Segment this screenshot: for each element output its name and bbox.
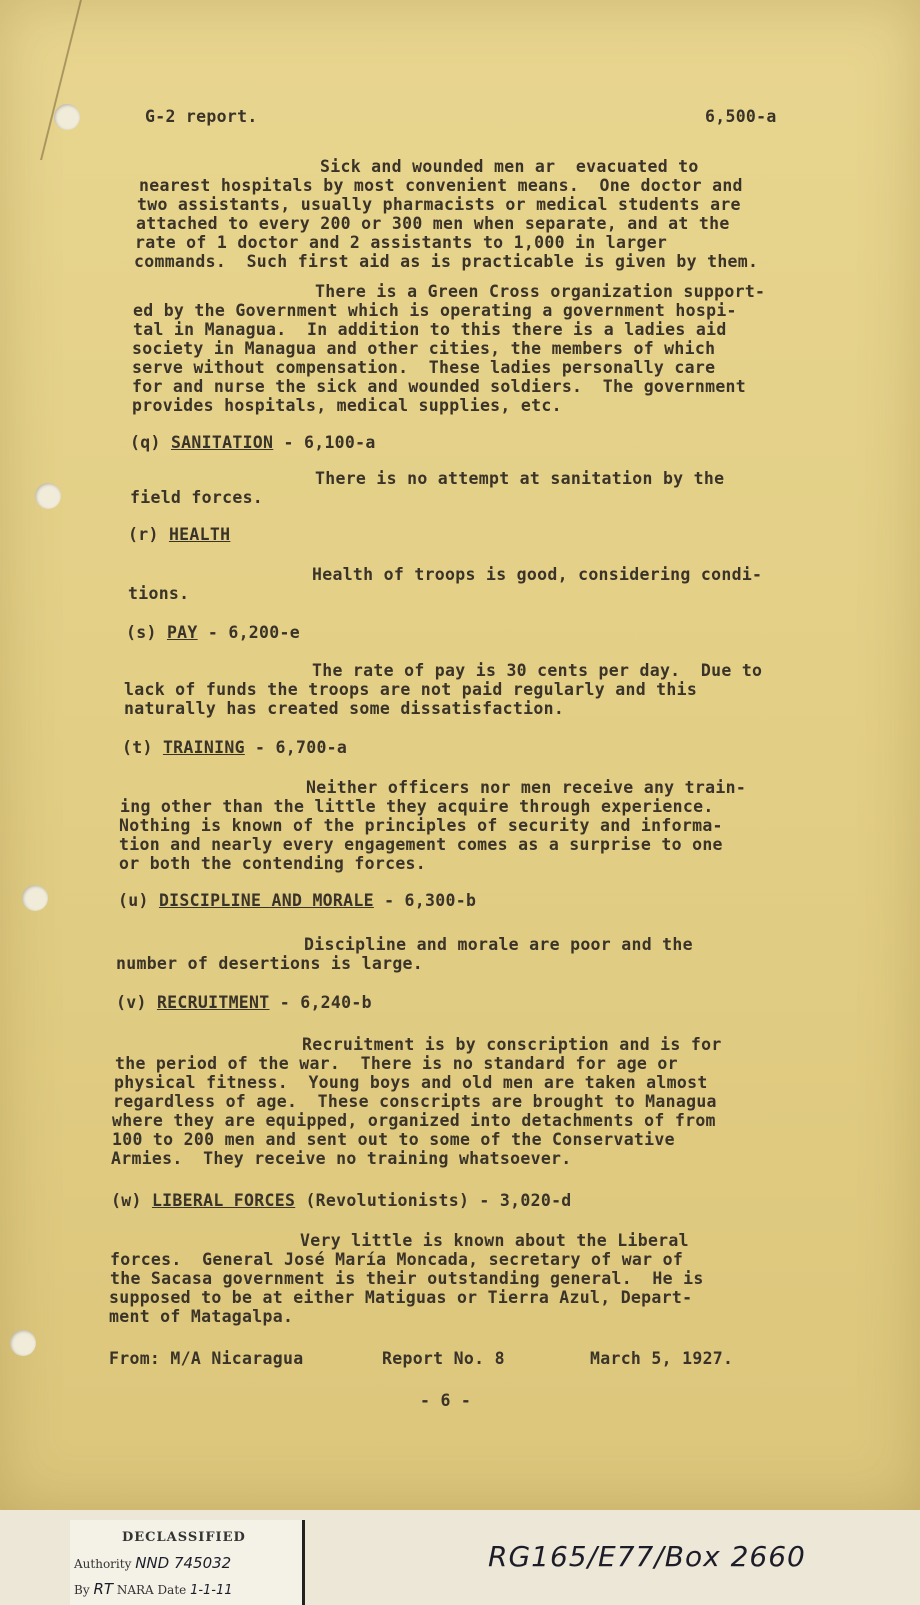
text-line: Discipline and morale are poor and the — [304, 935, 693, 954]
text-line: Health of troops is good, considering condi- — [312, 565, 763, 584]
text-line: There is a Green Cross organization support- — [315, 282, 766, 301]
text-line: Nothing is known of the principles of security and informa- — [119, 816, 723, 835]
text-line: where they are equipped, organized into detachments of from — [112, 1111, 716, 1130]
section-title: HEALTH — [168, 525, 231, 544]
section-code: - 6,300-b — [373, 891, 477, 910]
text-line: forces. General José María Moncada, secretary of war of — [110, 1250, 684, 1269]
stamp-authority-label: Authority — [74, 1557, 132, 1571]
section-title: RECRUITMENT — [156, 993, 270, 1012]
text-line: provides hospitals, medical supplies, etc. — [132, 396, 562, 415]
section-code: - 6,240-b — [269, 993, 372, 1012]
text-line: rate of 1 doctor and 2 assistants to 1,000 in larger — [135, 233, 668, 252]
section-code: - 6,200-e — [197, 623, 300, 642]
section-title: TRAINING — [162, 738, 245, 757]
punch-hole — [54, 104, 80, 130]
stamp-by-value: RT — [93, 1580, 114, 1598]
section-letter: (r) — [128, 525, 169, 544]
text-line: Sick and wounded men ar evacuated to — [320, 157, 699, 176]
section-heading-health — [128, 526, 230, 545]
archive-note: RG165/E77/Box 2660 — [488, 1540, 806, 1573]
text-line: Neither officers nor men receive any train- — [306, 778, 747, 797]
text-line: The rate of pay is 30 cents per day. Due to — [312, 661, 763, 680]
section-heading-liberal-forces — [111, 1192, 572, 1211]
text-line: ed by the Government which is operating a government hospi- — [133, 301, 737, 320]
section-letter: (s) — [126, 623, 167, 642]
section-title: LIBERAL FORCES — [151, 1191, 296, 1210]
section-title: SANITATION — [170, 433, 274, 452]
text-line: ing other than the little they acquire through experience. — [120, 797, 714, 816]
section-letter: (t) — [122, 738, 163, 757]
stamp-by — [74, 1580, 233, 1598]
footer-report-number: Report No. 8 — [382, 1349, 505, 1368]
section-heading-pay — [126, 624, 300, 643]
page-number: - 6 - — [420, 1391, 472, 1410]
text-line: commands. Such first aid as is practicable is given by them. — [134, 252, 759, 271]
declassified-stamp — [70, 1520, 305, 1605]
section-code: - 6,700-a — [244, 738, 348, 757]
punch-hole — [22, 885, 48, 911]
text-line: serve without compensation. These ladies personally care — [132, 358, 716, 377]
section-heading-training — [122, 739, 347, 758]
text-line: Very little is known about the Liberal — [300, 1231, 689, 1250]
text-line: two assistants, usually pharmacists or medical students are — [137, 195, 741, 214]
page-tear — [40, 0, 142, 160]
section-heading-sanitation — [130, 434, 376, 453]
punch-hole — [10, 1330, 36, 1356]
text-line: physical fitness. Young boys and old men are taken almost — [114, 1073, 708, 1092]
section-title: PAY — [166, 623, 198, 642]
text-line: There is no attempt at sanitation by the — [315, 469, 725, 488]
text-line: society in Managua and other cities, the members of which — [132, 339, 716, 358]
section-letter: (u) — [118, 891, 159, 910]
text-line: ment of Matagalpa. — [109, 1307, 294, 1326]
text-line: regardless of age. These conscripts are brought to Managua — [113, 1092, 717, 1111]
footer-date: March 5, 1927. — [590, 1349, 734, 1368]
section-title: DISCIPLINE AND MORALE — [158, 891, 374, 910]
text-line: the Sacasa government is their outstanding general. He is — [110, 1269, 704, 1288]
text-line: attached to every 200 or 300 men when separate, and at the — [136, 214, 730, 233]
stamp-authority — [74, 1554, 231, 1572]
text-line: field forces. — [130, 488, 264, 507]
text-line: the period of the war. There is no standard for age or — [115, 1054, 678, 1073]
section-letter: (q) — [130, 433, 171, 452]
text-line: 100 to 200 men and sent out to some of the Conservative — [112, 1130, 675, 1149]
text-line: lack of funds the troops are not paid regularly and this — [124, 680, 698, 699]
section-heading-recruitment — [116, 994, 372, 1013]
text-line: tion and nearly every engagement comes as a surprise to one — [119, 835, 723, 854]
section-code: - 6,100-a — [273, 433, 376, 452]
text-line: tions. — [128, 584, 190, 603]
stamp-nara-label: NARA Date — [116, 1583, 187, 1597]
header-left: G-2 report. — [145, 107, 258, 126]
text-line: number of desertions is large. — [116, 954, 424, 973]
text-line: nearest hospitals by most convenient means. One doctor and — [139, 176, 743, 195]
section-letter: (w) — [111, 1191, 152, 1210]
section-code: (Revolutionists) - 3,020-d — [295, 1191, 572, 1210]
text-line: Recruitment is by conscription and is for — [302, 1035, 722, 1054]
text-line: for and nurse the sick and wounded soldiers. The government — [132, 377, 747, 396]
section-letter: (v) — [116, 993, 157, 1012]
text-line: naturally has created some dissatisfaction. — [124, 699, 565, 718]
stamp-nara-value: 1-1-11 — [190, 1583, 233, 1598]
section-heading-discipline — [118, 892, 476, 911]
text-line: or both the contending forces. — [119, 854, 427, 873]
stamp-by-label: By — [74, 1583, 90, 1597]
stamp-authority-value: NND 745032 — [135, 1554, 232, 1572]
text-line: tal in Managua. In addition to this there is a ladies aid — [133, 320, 727, 339]
text-line: supposed to be at either Matiguas or Tierra Azul, Depart- — [109, 1288, 693, 1307]
footer-from: From: M/A Nicaragua — [109, 1349, 304, 1368]
text-line: Armies. They receive no training whatsoever. — [111, 1149, 572, 1168]
stamp-title: DECLASSIFIED — [122, 1530, 246, 1545]
punch-hole — [35, 483, 61, 509]
header-right: 6,500-a — [705, 107, 777, 126]
